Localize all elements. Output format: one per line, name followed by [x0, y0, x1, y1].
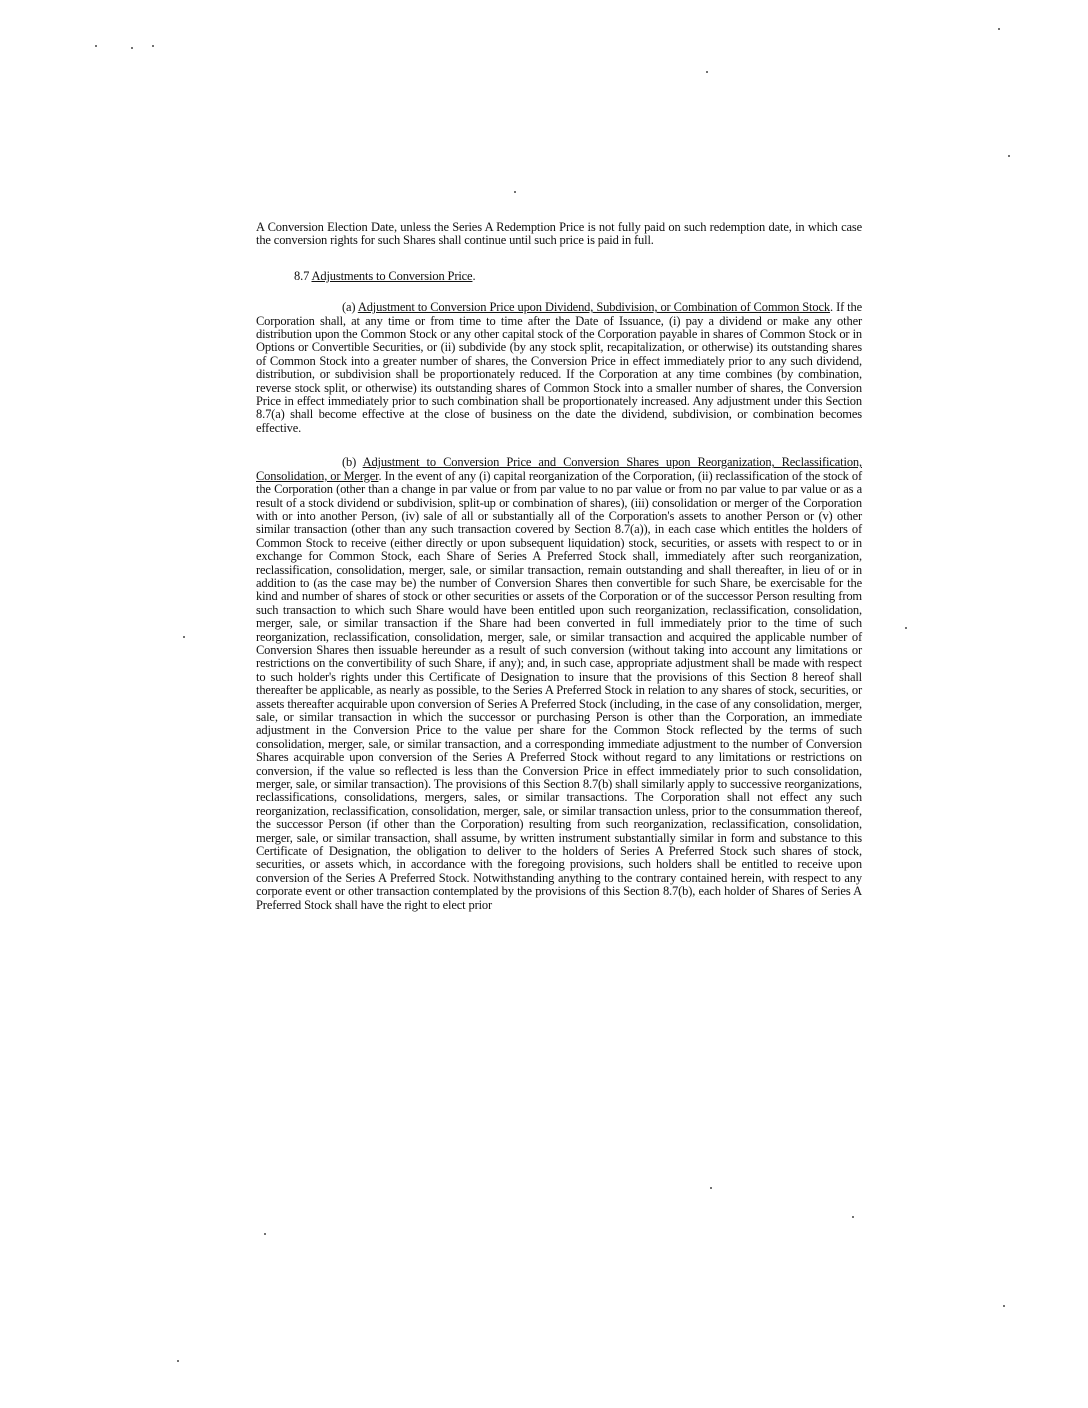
scan-speck — [95, 45, 97, 47]
intro-paragraph: A Conversion Election Date, unless the Series A Redemption Price is not fully paid on such redemption date, in which case the conversion rights for such Shares shall continue until such price is paid in full. — [256, 220, 862, 248]
scan-speck — [905, 627, 907, 629]
scan-speck — [177, 1360, 179, 1362]
subsection-a-heading-suffix: . — [829, 300, 833, 315]
document-body — [256, 221, 862, 912]
scan-speck — [1008, 155, 1010, 157]
scan-speck — [710, 1187, 712, 1189]
scan-speck — [998, 28, 1000, 30]
section-title-suffix: . — [472, 268, 476, 283]
section-heading — [256, 270, 862, 283]
scan-speck — [131, 47, 133, 49]
scan-speck — [514, 191, 516, 193]
subsection-a-heading: Adjustment to Conversion Price upon Dividend, Subdivision, or Combination of Common Stock — [357, 300, 830, 315]
scan-speck — [706, 71, 708, 73]
subsection-b — [256, 456, 862, 912]
scan-speck — [183, 636, 185, 638]
subsection-b-label: (b) — [342, 455, 357, 470]
subsection-a-body: If the Corporation shall, at any time or from time to time after the Date of Issuance, (i) pay a dividend or make any other distribution upon the Common Stock or any other capital stock of the Corporation payable in shares of Common Stock or in Options or Convertible Securities, or (ii) subdivide (by any stock split, recapitalization, or otherwise) its outstanding shares of Common Stock into a greater number of shares, the Conversion Price in effect immediately prior to any such dividend, distribution, or subdivision shall be proportionately reduced. If the Corporation at any time combines (by combination, reverse stock split, or otherwise) its outstanding shares of Common Stock into a smaller number of shares, the Conversion Price in effect immediately prior to such combination shall be proportionately increased. Any adjustment under this Section 8.7(a) shall become effective at the close of business on the date the dividend, subdivision, or combination becomes effective. — [256, 300, 862, 435]
subsection-a — [256, 301, 862, 435]
subsection-b-heading: Adjustment to Conversion Price and Conversion Shares upon Reorganization, Reclassification, Consolidation, or Merger — [256, 455, 862, 483]
subsection-a-label: (a) — [342, 300, 356, 315]
scan-speck — [152, 45, 154, 47]
scan-speck — [264, 1233, 266, 1235]
subsection-b-body: In the event of any (i) capital reorganization of the Corporation, (ii) reclassification of the stock of the Corporation (other than a change in par value or from par value to no par value or from no par value to par value or as a result of a stock dividend or subdivision, split-up or combination of shares), (iii) consolidation or merger of the Corporation with or into another Person, (iv) sale of all or substantially all of the Corporation's assets to another Person or (v) other similar transaction (other than any such transaction covered by Section 8.7(a)), in each case which entitles the holders of Common Stock to receive (either directly or upon subsequent liquidation) stock, securities, or assets with respect to or in exchange for Common Stock, each Share of Series A Preferred Stock shall, immediately after such reorganization, reclassification, consolidation, merger, sale, or similar transaction, remain outstanding and shall thereafter, in lieu of or in addition to (as the case may be) the number of Conversion Shares then convertible for such Share, be exercisable for the kind and number of shares of stock or other securities or assets of the Corporation or of the successor Person resulting from such transaction to which such Share would have been entitled upon such reorganization, reclassification, consolidation, merger, sale, or similar transaction if the Share had been converted in full immediately prior to the time of such reorganization, reclassification, consolidation, merger, sale, or similar transaction and acquired the applicable number of Conversion Shares then issuable hereunder as a result of such conversion (without taking into account any limitations or restrictions on the convertibility of such Share, if any); and, in such case, appropriate adjustment shall be made with respect to such holder's rights under this Certificate of Designation to insure that the provisions of this Section 8 hereof shall thereafter be applicable, as nearly as possible, to the Series A Preferred Stock in relation to any shares of stock, securities, or assets thereafter acquirable upon conversion of Series A Preferred Stock (including, in the case of any consolidation, merger, sale, or similar transaction in which the successor or purchasing Person is other than the Corporation, an immediate adjustment in the Conversion Price to the value per share for the Common Stock reflected by the terms of such consolidation, merger, sale, or similar transaction, and a corresponding immediate adjustment to the number of Conversion Shares acquirable upon conversion of the Series A Preferred Stock without regard to any limitations or restrictions on conversion, if the value so reflected is less than the Conversion Price in effect immediately prior to such consolidation, merger, sale, or similar transaction). The provisions of this Section 8.7(b) shall similarly apply to successive reorganizations, reclassifications, consolidations, mergers, sales, or similar transactions. The Corporation shall not effect any such reorganization, reclassification, consolidation, merger, sale, or similar transaction unless, prior to the consummation thereof, the successor Person (if other than the Corporation) resulting from such reorganization, reclassification, consolidation, merger, sale, or similar transaction, shall assume, by written instrument substantially similar in form and substance to this Certificate of Designation, the obligation to deliver to the holders of Series A Preferred Stock such shares of stock, securities, or assets which, in accordance with the foregoing provisions, such holders shall be entitled to receive upon conversion of the Series A Preferred Stock. Notwithstanding anything to the contrary contained herein, with respect to any corporate event or other transaction contemplated by the provisions of this Section 8.7(b), each holder of Shares of Series A Preferred Stock shall have the right to elect prior — [256, 468, 862, 912]
scan-speck — [1003, 1305, 1005, 1307]
scan-speck — [852, 1216, 854, 1218]
section-number: 8.7 — [294, 268, 310, 283]
subsection-b-heading-suffix: . — [378, 468, 382, 483]
section-title: Adjustments to Conversion Price — [311, 268, 473, 283]
